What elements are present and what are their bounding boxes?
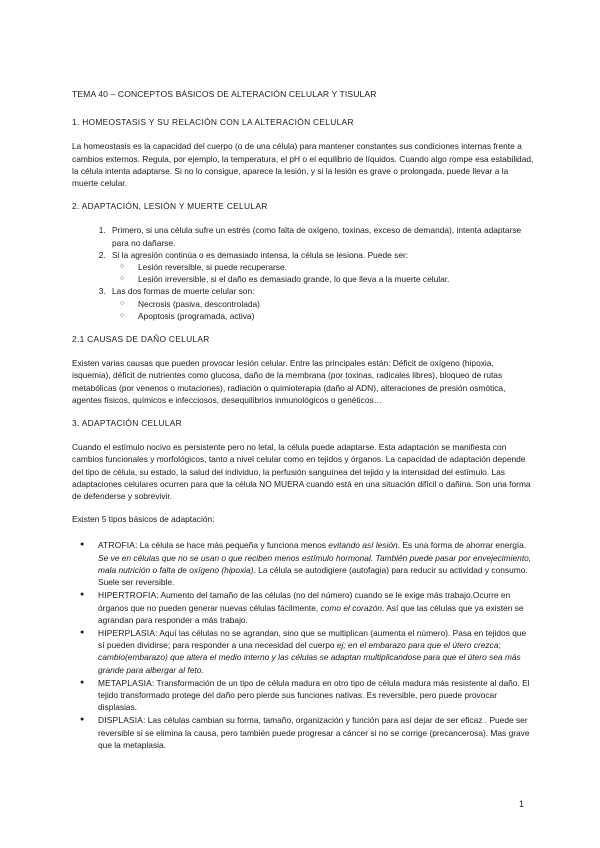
- paragraph-homeostasis: La homeostasis es la capacidad del cuerpo (o de una célula) para mantener constantes sus condiciones internas frente a cambios externos. Regula, por ejemplo, la temperatura, el pH o el equilibrio de líquidos. Cuando algo rompe esa estabilidad, la célula intenta adaptarse. Si no lo consigue, aparece la lesión, y si la lesión es grave o prolongada, puede llevar a la muerte celular.: [72, 141, 534, 189]
- list-item-metaplasia: [98, 677, 534, 714]
- document-title: TEMA 40 – CONCEPTOS BÁSICOS DE ALTERACIÓN CELULAR Y TISULAR: [72, 89, 377, 99]
- term-name: METAPLASIA: [98, 677, 152, 688]
- term-text: . Es una forma de ahorrar energía.: [397, 540, 527, 551]
- section-heading-2-1: 2.1 CAUSAS DE DAÑO CELULAR: [72, 334, 210, 345]
- term-emphasis: evitando así lesión: [328, 540, 398, 551]
- term-text: : Aumento del tamaño de las células (no del número) cuando se le exige más trabajo.Ocurre en órganos que no pueden generar nuevas células fácilmente,: [98, 590, 511, 613]
- term-name: ATROFIA: [98, 540, 136, 551]
- section-heading-2: 2. ADAPTACIÓN, LESIÓN Y MUERTE CELULAR: [72, 201, 268, 212]
- term-name: HIPERTROFIA: [98, 590, 157, 601]
- term-name: DISPLASIA: [98, 715, 144, 726]
- sub-list-item: ○ Lesión irreversible, si el daño es demasiado grande, lo que lleva a la muerte celular.: [138, 273, 534, 285]
- section-heading-1: 1. HOMEOSTASIS Y SU RELACIÓN CON LA ALTERACIÓN CELULAR: [72, 117, 354, 128]
- list-item-text: Las dos formas de muerte celular son:: [112, 286, 255, 297]
- list-item-hiperplasia: [98, 627, 534, 676]
- section-heading-3: 3. ADAPTACIÓN CELULAR: [72, 418, 182, 429]
- term-text: : La célula se hace más pequeña y funciona menos: [135, 540, 329, 551]
- term-text: . Así que las células que ya existen se agrandan para responder a más trabajo.: [98, 602, 524, 625]
- paragraph-types-intro: Existen 5 tipos básicos de adaptación:: [72, 514, 215, 525]
- term-text: : Aquí las células no se agrandan, sino que se multiplican (aumenta el número). Pasa en tejidos que sí pueden dividirse; para responder a una necesidad del cuerpo: [98, 627, 527, 651]
- sub-list-lesion: [112, 261, 534, 285]
- list-item-displasia: [98, 714, 534, 751]
- page-number: 1: [518, 799, 524, 809]
- sub-list-death: [112, 298, 534, 322]
- list-item: [108, 224, 534, 248]
- sub-list-item: ○ Necrosis (pasiva, descontrolada): [138, 298, 534, 310]
- list-item-atrofia: [98, 539, 534, 588]
- term-emphasis: ej; en el embarazo para que el útero crezca; cambio(embarazo) que altera el medio interno y las células se adaptan multiplicandose para que el útero sea más grande para albergar al feto.: [98, 640, 521, 675]
- term-text: : Transformación de un tipo de célula madura en otro tipo de célula madura más resistente al daño. El tejido transformado protege del daño pero pierde sus funciones nativas. Es reversible, pero puede provocar displasias.: [98, 677, 530, 713]
- term-text: : Las células cambian su forma, tamaño, organización y función para así dejar de ser eficaz . Puede ser reversible si se elimina la causa, pero también puede progresar a cáncer si no se corrige (precancerosa). Mas grave que la metaplasia.: [98, 715, 530, 750]
- numbered-list-adaptation: [72, 224, 534, 322]
- term-text: La célula se autodigiere (autofagia) para reducir su actividad y consumo. Suele ser reversible.: [98, 564, 528, 588]
- paragraph-causes: Existen varias causas que pueden provocar lesión celular. Entre las principales están: Déficit de oxígeno (hipoxia, isquemia), déficit de nutrientes como glucosa, daño de la membrana (por toxinas, radicales libres), bloqueo de rutas metabólicas (por venenos o mutaciones), radiación o quimioterapia (daño al ADN), alteraciones de presión osmótica, agentes físicos, químicos e infecciosos, desequilibrios inmunológicos o genéticos…: [72, 358, 506, 405]
- sub-list-item: ○ Lesión reversible, si puede recuperarse.: [138, 261, 534, 273]
- term-emphasis: como el corazón: [320, 602, 383, 613]
- list-item-hipertrofia: [98, 589, 534, 626]
- list-item-text: Si la agresión continúa o es demasiado intensa, la célula se lesiona. Puede ser:: [112, 249, 409, 260]
- term-name: HIPERPLASIA: [98, 627, 156, 638]
- bullet-list-adaptation-types: [72, 539, 534, 750]
- list-item: [108, 285, 534, 322]
- document-page: [72, 88, 534, 752]
- paragraph-adaptation: Cuando el estímulo nocivo es persistente pero no letal, la célula puede adaptarse. Esta adaptación se manifiesta con cambios funcionales y morfológicos, tanto a nivel celular como en tejidos y órganos. La capacidad de adaptación depende del tipo de célula, su estado, la salud del individuo, la perfusión sanguínea del tejido y la intensidad del estímulo. Las adaptaciones celulares ocurren para que la célula NO MUERA cuando está en una situación difícil o dañina. Son una forma de defenderse y sobrevivir.: [72, 442, 531, 502]
- list-item: [108, 249, 534, 286]
- term-emphasis: Se ve en células que no se usan o que reciben menos estímulo hormonal. También puede pasar por envejecimiento, mala nutrición o falta de oxígeno (hipoxia).: [98, 552, 532, 575]
- list-item-text: Primero, si una célula sufre un estrés (como falta de oxígeno, toxinas, exceso de demanda), intenta adaptarse para no dañarse.: [112, 225, 522, 248]
- sub-list-item: ○ Apoptosis (programada, activa): [138, 310, 534, 322]
